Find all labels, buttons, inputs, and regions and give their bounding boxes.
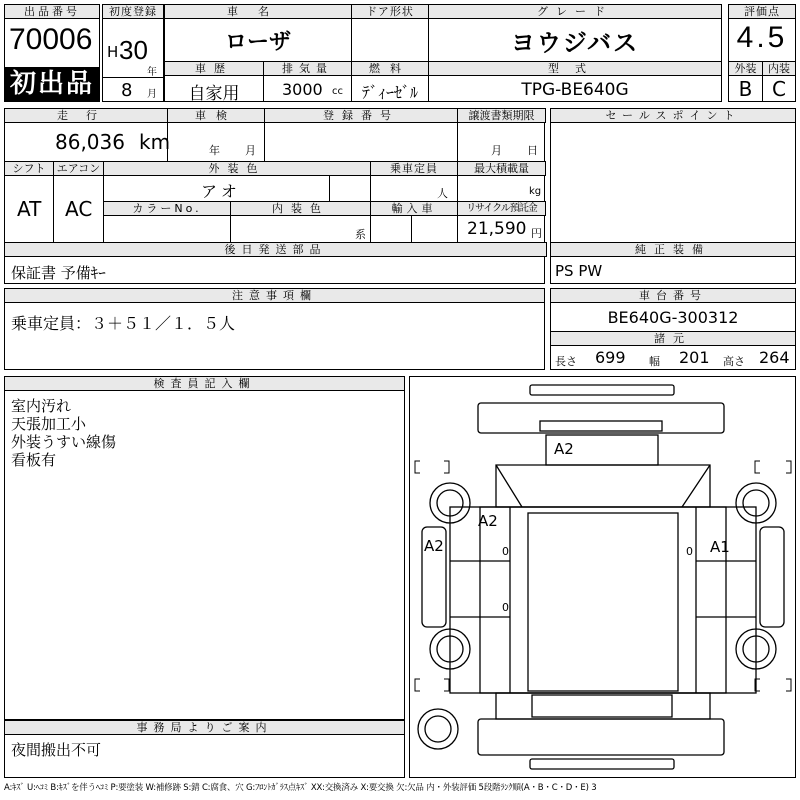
damage-mark-zero: 0	[502, 545, 509, 558]
car-name-box	[164, 4, 352, 62]
year-unit: 年	[147, 67, 157, 78]
color-no-label: カラーNo.	[103, 201, 231, 216]
displacement-unit: cc	[332, 86, 343, 97]
lot-box	[4, 4, 100, 102]
damage-mark-right-side: A1	[710, 538, 730, 556]
shift-value: AT	[17, 197, 42, 221]
capacity-unit: 人	[437, 187, 448, 200]
height-label: 高さ	[723, 355, 745, 368]
transfer-day-unit: 日	[527, 144, 538, 157]
chassis-number: BE640G-300312	[607, 308, 739, 327]
capacity-label: 乗車定員	[370, 161, 458, 176]
exterior-label: 外装	[729, 62, 762, 76]
mileage-unit: km	[139, 130, 171, 154]
history-label: 車歴	[165, 62, 263, 76]
displacement-value: 3000	[282, 80, 323, 99]
first-reg-box	[102, 4, 164, 102]
recycle-unit: 円	[531, 227, 542, 240]
reg-no-label: 登録番号	[264, 108, 458, 123]
car-name-label: 車名	[165, 5, 351, 19]
length-value: 699	[595, 348, 626, 367]
int-color-label: 内装色	[230, 201, 371, 216]
grade-value: ヨウジバス	[510, 29, 640, 57]
vehicle-outline	[410, 377, 795, 777]
insp-month-unit: 月	[245, 144, 256, 157]
car-name: ローザ	[224, 30, 291, 55]
grade-box	[428, 4, 722, 62]
ext-color-label: 外装色	[103, 161, 371, 176]
rating-box	[728, 4, 796, 62]
max-load-label: 最大積載量	[457, 161, 546, 176]
length-label: 長さ	[555, 355, 577, 368]
recycle-label: リサイクル預託金	[457, 201, 546, 216]
lot-label: 出品番号	[5, 5, 99, 19]
import-label: 輸入車	[370, 201, 458, 216]
inspector-line: 天張加工小	[11, 415, 87, 433]
inspector-notes	[11, 397, 116, 469]
interior-box	[762, 61, 796, 102]
displacement-label: 排気量	[264, 62, 351, 76]
door-box	[351, 4, 429, 62]
reg-month: 8	[121, 80, 133, 101]
dims-label: 諸元	[550, 331, 796, 346]
interior-label: 内装	[763, 62, 795, 76]
model-label: 型式	[429, 62, 721, 76]
inspection-label: 車検	[167, 108, 265, 123]
genuine-label: 純正装備	[550, 242, 796, 257]
model-value: TPG-BE640G	[521, 80, 629, 100]
inspector-line: 外装うすい線傷	[11, 433, 117, 451]
inspector-title: 検査員記入欄	[5, 377, 404, 391]
ext-color-value: アオ	[201, 182, 241, 201]
ac-label: エアコン	[53, 161, 104, 176]
model-box	[428, 61, 722, 102]
inspector-line: 室内汚れ	[11, 397, 72, 415]
fuel-value: ﾃﾞｨｰｾﾞﾙ	[361, 83, 418, 102]
width-label: 幅	[649, 355, 660, 368]
damage-mark-left-front: A2	[478, 512, 498, 530]
notes-title: 注意事項欄	[5, 289, 544, 303]
ac-value: AC	[65, 197, 93, 221]
inspector-line: 看板有	[11, 451, 57, 469]
damage-diagram	[409, 376, 796, 778]
sales-box	[550, 108, 796, 284]
chassis-box	[550, 288, 796, 370]
exterior-value: B	[738, 77, 753, 101]
office-text: 夜間搬出不可	[11, 741, 102, 759]
reg-year: 30	[119, 35, 148, 65]
later-parts-label: 後日発送部品	[4, 242, 547, 257]
insp-year-unit: 年	[209, 144, 220, 157]
office-box	[4, 720, 405, 778]
damage-mark-front: A2	[554, 440, 574, 458]
grade-label: グレード	[429, 5, 721, 19]
history-value: 自家用	[188, 84, 240, 104]
mileage-value: 86,036	[55, 130, 125, 154]
door-label: ドア形状	[352, 5, 428, 19]
damage-mark-zero: 0	[502, 601, 509, 614]
damage-mark-zero: 0	[686, 545, 693, 558]
rating-label: 評価点	[729, 5, 795, 19]
lot-number: 70006	[9, 23, 93, 56]
displacement-box	[263, 61, 352, 102]
recycle-value: 21,590	[467, 219, 527, 239]
genuine-value: PS PW	[555, 262, 603, 280]
notes-text: 乗車定員：３＋５１／１．５人	[11, 314, 236, 333]
first-reg-label: 初度登録	[103, 5, 163, 19]
height-value: 264	[759, 348, 790, 367]
max-load-unit: kg	[529, 186, 542, 197]
exterior-box	[728, 61, 763, 102]
sales-title: セールスポイント	[551, 109, 795, 123]
spec-box	[4, 108, 545, 284]
first-listing-badge: 初出品	[5, 67, 99, 101]
shift-label: シフト	[4, 161, 54, 176]
notes-box	[4, 288, 545, 370]
office-title: 事務局よりご案内	[5, 721, 404, 735]
interior-value: C	[772, 77, 786, 101]
transfer-month-unit: 月	[491, 144, 502, 157]
fuel-label: 燃料	[352, 62, 428, 76]
later-parts-value: 保証書 予備ｷｰ	[11, 264, 106, 282]
history-box	[164, 61, 264, 102]
era: H	[107, 43, 119, 61]
chassis-title: 車台番号	[551, 289, 795, 303]
width-value: 201	[679, 348, 710, 367]
damage-mark-left-side: A2	[424, 537, 444, 555]
legend-text: A:ｷｽﾞ U:ﾍｺﾐ B:ｷｽﾞを伴うﾍｺﾐ P:要塗装 W:補修跡 S:錆 C:腐食、穴 G:ﾌﾛﾝﾄｶﾞﾗｽ点ｷｽﾞ XX:交換済み X:要交換 欠:欠品 内・外装評価 5段階ﾗﾝｸ順(A・B・C・D・E) 3	[4, 783, 597, 793]
inspector-box	[4, 376, 405, 720]
month-unit: 月	[147, 89, 157, 100]
rating-value: 4.5	[736, 21, 788, 54]
mileage-label: 走行	[4, 108, 168, 123]
fuel-box	[351, 61, 429, 102]
transfer-label: 譲渡書類期限	[457, 108, 546, 123]
int-color-unit: 系	[355, 228, 366, 241]
